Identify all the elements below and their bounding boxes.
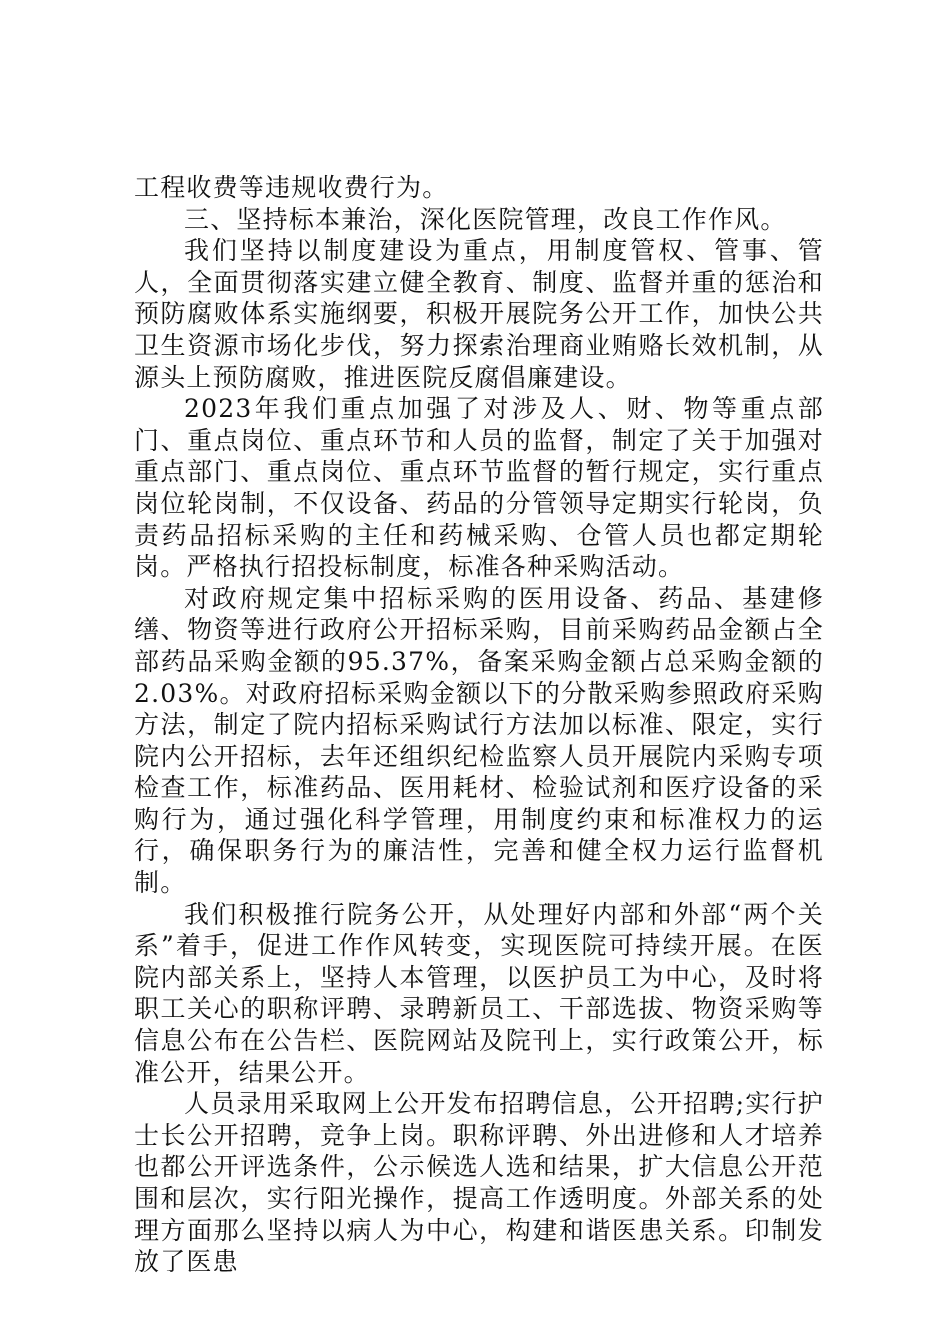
paragraph-continuation: 工程收费等违规收费行为。 (134, 173, 449, 202)
section-heading: 三、坚持标本兼治，深化医院管理，改良工作作风。 (184, 204, 787, 234)
paragraph-key-positions: 2023年我们重点加强了对涉及人、财、物等重点部门、重点岗位、重点环节和人员的监督，制定了关于加强对重点部门、重点岗位、重点环节监督的暂行规定，实行重点岗位轮岗制，不仅设备、药品的分管领导定期实行轮岗，负责药品招标采购的主任和药械采购、仓管人员也都定期轮岗。严格执行招投标制度，标准各种采购活动。 (134, 394, 824, 582)
document-body (134, 172, 824, 1278)
paragraph-affairs-disclosure: 我们积极推行院务公开，从处理好内部和外部“两个关系”着手，促进工作作风转变，实现医院可持续开展。在医院内部关系上，坚持人本管理，以医护员工为中心，及时将职工关心的职称评聘、录聘新员工、干部选拔、物资采购等信息公布在公告栏、医院网站及院刊上，实行政策公开，标准公开，结果公开。 (134, 899, 824, 1087)
paragraph-procurement: 对政府规定集中招标采购的医用设备、药品、基建修缮、物资等进行政府公开招标采购，目前采购药品金额占全部药品采购金额的95.37%，备案采购金额占总采购金额的2.03%。对政府招标采购金额以下的分散采购参照政府采购方法，制定了院内招标采购试行方法加以标准、限定，实行院内公开招标，去年还组织纪检监察人员开展院内采购专项检查工作，标准药品、医用耗材、检验试剂和医疗设备的采购行为，通过强化科学管理，用制度约束和标准权力的运行，确保职务行为的廉洁性，完善和健全权力运行监督机制。 (134, 583, 824, 898)
paragraph-recruitment: 人员录用采取网上公开发布招聘信息，公开招聘;实行护士长公开招聘，竞争上岗。职称评聘、外出进修和人才培养也都公开评选条件，公示候选人选和结果，扩大信息公开范围和层次，实行阳光操作，提高工作透明度。外部关系的处理方面那么坚持以病人为中心，构建和谐医患关系。印制发放了医患 (134, 1089, 824, 1277)
paragraph-system-building: 我们坚持以制度建设为重点，用制度管权、管事、管人，全面贯彻落实建立健全教育、制度、监督并重的惩治和预防腐败体系实施纲要，积极开展院务公开工作，加快公共卫生资源市场化步伐，努力探索治理商业贿赂长效机制，从源头上预防腐败，推进医院反腐倡廉建设。 (134, 236, 824, 392)
